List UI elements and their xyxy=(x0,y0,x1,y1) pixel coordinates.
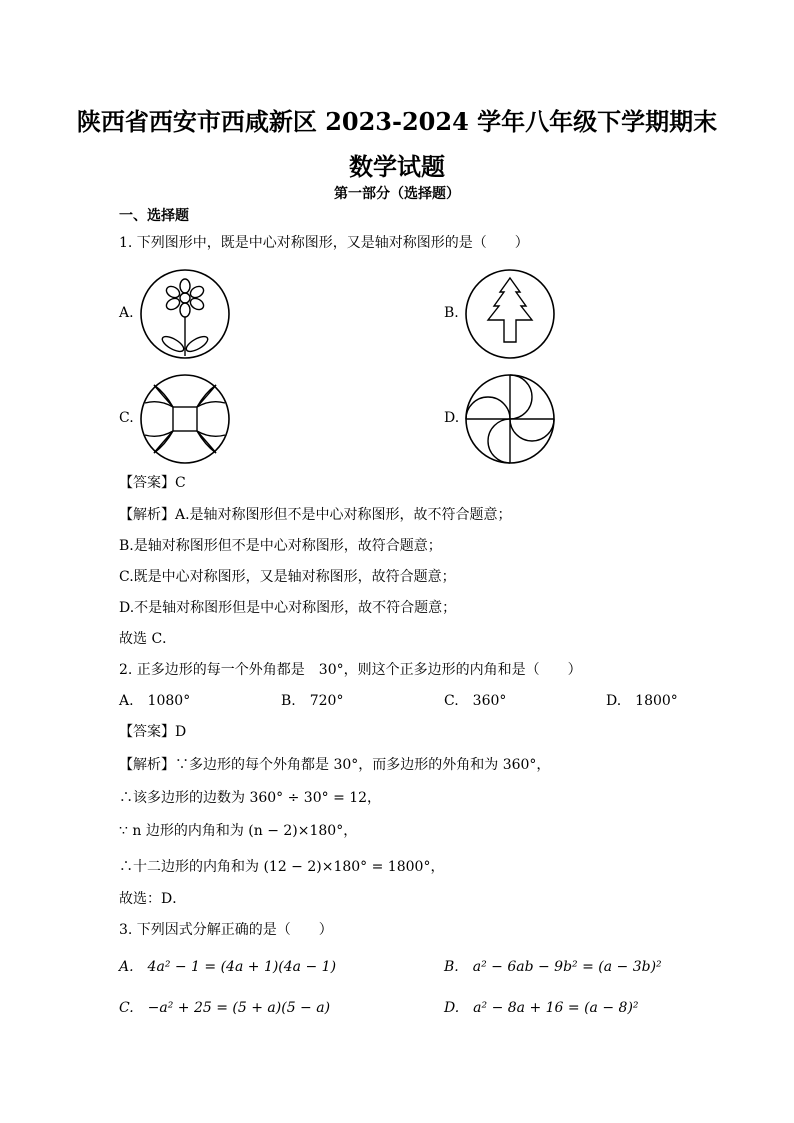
pinwheel-figure xyxy=(464,373,556,465)
q1-option-b-label: B. xyxy=(444,305,459,321)
q1-option-c-label: C. xyxy=(119,410,134,426)
q1-analysis-line: D.不是轴对称图形但是中心对称图形，故不符合题意； xyxy=(119,600,457,616)
q2-option-b: B. 720° xyxy=(281,693,344,709)
q3-option-a: A. 4a² − 1 = (4a + 1)(4a − 1) xyxy=(119,959,337,975)
q2-option-a: A. 1080° xyxy=(119,693,191,709)
q3-option-c: C. −a² + 25 = (5 + a)(5 − a) xyxy=(119,1000,331,1016)
q2-analysis-line: ∴十二边形的内角和为 (12 − 2)×180° = 1800°， xyxy=(119,859,445,875)
section-label: 一、选择题 xyxy=(119,208,189,224)
q1-analysis-line: B.是轴对称图形但不是中心对称图形，故符合题意； xyxy=(119,538,442,554)
square-petal-figure xyxy=(139,373,231,465)
exam-title-line1: 陕西省西安市西咸新区 2023-2024 学年八年级下学期期末 xyxy=(76,107,718,136)
q2-answer: 【答案】D xyxy=(119,724,187,740)
q1-stem: 1. 下列图形中，既是中心对称图形，又是轴对称图形的是（ ） xyxy=(119,235,529,251)
q2-analysis-line: 【解析】∵多边形的每个外角都是 30°，而多边形的外角和为 360°， xyxy=(119,757,551,773)
q2-analysis-line: ∵ n 边形的内角和为 (n − 2)×180°， xyxy=(119,823,358,839)
q1-analysis-line: 【解析】A.是轴对称图形但不是中心对称图形，故不符合题意； xyxy=(119,507,512,523)
q1-answer: 【答案】C xyxy=(119,475,186,491)
exam-title-line2: 数学试题 xyxy=(349,152,445,181)
q2-analysis-line: 故选：D． xyxy=(119,891,187,907)
q3-option-d: D. a² − 8a + 16 = (a − 8)² xyxy=(444,1000,639,1016)
q2-stem: 2. 正多边形的每一个外角都是 30°，则这个正多边形的内角和是（ ） xyxy=(119,662,582,678)
q1-option-a-label: A. xyxy=(119,305,134,321)
q2-analysis-line: ∴该多边形的边数为 360° ÷ 30° = 12， xyxy=(119,790,382,806)
tree-figure xyxy=(464,268,556,360)
q1-analysis-line: 故选 C． xyxy=(119,631,177,647)
q1-option-d-label: D. xyxy=(444,410,460,426)
q3-stem: 3. 下列因式分解正确的是（ ） xyxy=(119,922,333,938)
flower-figure xyxy=(139,268,231,360)
part-label: 第一部分（选择题） xyxy=(334,186,460,202)
q2-option-c: C. 360° xyxy=(444,693,507,709)
q2-option-d: D. 1800° xyxy=(606,693,678,709)
q1-analysis-line: C.既是中心对称图形，又是轴对称图形，故符合题意； xyxy=(119,569,456,585)
q3-option-b: B. a² − 6ab − 9b² = (a − 3b)² xyxy=(444,959,662,975)
